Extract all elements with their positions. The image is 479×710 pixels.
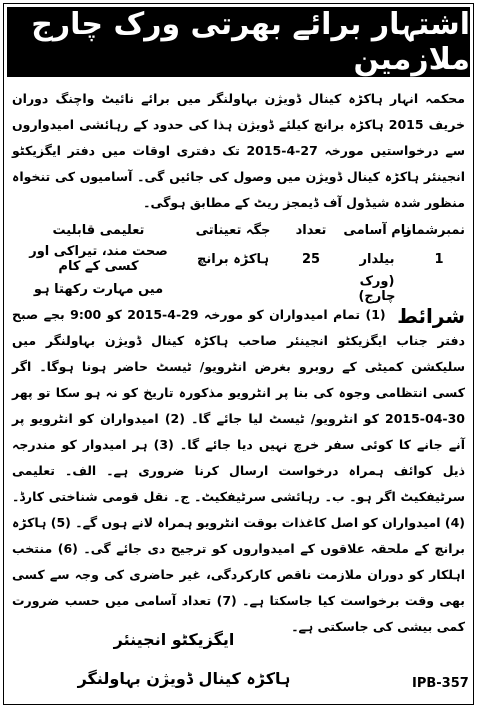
cell-place: ہاکڑہ برانچ xyxy=(197,251,269,267)
table-header-row xyxy=(12,216,465,244)
header-count: تعداد xyxy=(295,222,327,238)
signature-title: ایگزیکٹو انجینئر xyxy=(113,630,235,649)
header-serial: نمبرشمار xyxy=(404,222,465,238)
cell-post: بیلدار xyxy=(359,251,395,267)
signature-office: ہاکڑہ کینال ڈویژن بہاولنگر xyxy=(77,669,291,688)
reference-code: IPB-357 xyxy=(412,676,469,691)
conditions-section xyxy=(12,302,465,632)
cell-qualification: صحت مند، تیراکی اور کسی کے کام xyxy=(29,244,168,274)
header-place: جگہ تعیناتی xyxy=(195,222,271,238)
cell-count: 25 xyxy=(301,251,321,267)
table-row xyxy=(12,244,465,274)
conditions-text: (1) تمام امیدواران کو مورخہ 29-4-2015 کو 9:00 بجے صبح دفتر جناب ایگزیکٹو انجینئر صاحب ہاکڑہ کینال ڈویژن بہاولنگر میں سلیکشن کمیٹی کے روبرو بغرض انٹرویو/ ٹیسٹ حاضر ہونا ہوگا۔ اگر کسی انتظامی وجوہ کی بنا پر انٹرویو مذکورہ تاریخ کو نہ ہو سکا تو پھر 30-04-2015 کو انٹرویو/ ٹیسٹ لیا جائے گا۔ (2) امیدواران کو انٹرویو پر آنے جانے کا کوئی سفر خرچ نہیں دیا جائے گا۔ (3) ہر امیدوار کو مندرجہ ذیل کوائف ہمراہ درخواست ارسال کرنا ضروری ہے۔ الف۔ تعلیمی سرٹیفکیٹ اگر ہو۔ ب۔ رہائشی سرٹیفکیٹ۔ ج۔ نقل قومی شناختی کارڈ۔ (4) امیدواران کو اصل کاغذات بوقت انٹرویو ہمراہ لانے ہوں گے۔ (5) ہاکڑہ برانچ کے ملحقہ علاقوں کے امیدواروں کو ترجیح دی جائے گی۔ (6) منتخب اہلکار کو دوران ملازمت ناقص کارکردگی، غیر حاضری کی وجہ سے کسی بھی وقت برخواست کیا جاسکتا ہے۔ (7) تعداد آسامی میں حسب ضرورت کمی بیشی کی جاسکتی ہے۔ xyxy=(12,307,466,634)
cell-post-note: (ورک چارج) xyxy=(358,274,396,304)
posts-table xyxy=(12,216,465,306)
intro-paragraph: محکمہ انہار ہاکڑہ کینال ڈویژن بہاولنگر میں برائے نائیٹ واچنگ دوران خریف 2015 ہاکڑہ برانچ کیلئے ڈویژن ہذا کی حدود کے رہائشی امیدواروں سے درخواستیں مورخہ 27-4-2015 تک دفتری اوقات میں دفتر ایگزیکٹو انجینئر ہاکڑہ کینال ڈویژن میں وصول کی جائیں گی۔ آسامیوں کی تنخواہ منظور شدہ شیڈول آف ڈیمجز ریٹ کے مطابق ہوگی۔ xyxy=(12,91,466,210)
cell-qualification-note: میں مہارت رکھتا ہو xyxy=(33,281,164,297)
cell-serial: 1 xyxy=(434,251,444,267)
conditions-heading: شرائط xyxy=(397,303,465,328)
table-row-extra xyxy=(12,274,465,304)
header-qualification: تعلیمی قابلیت xyxy=(52,222,145,238)
advertisement-frame xyxy=(3,3,474,705)
ad-title: اشتہار برائے بھرتی ورک چارج ملازمین xyxy=(7,7,470,77)
header-post: نام آسامی xyxy=(343,222,411,238)
